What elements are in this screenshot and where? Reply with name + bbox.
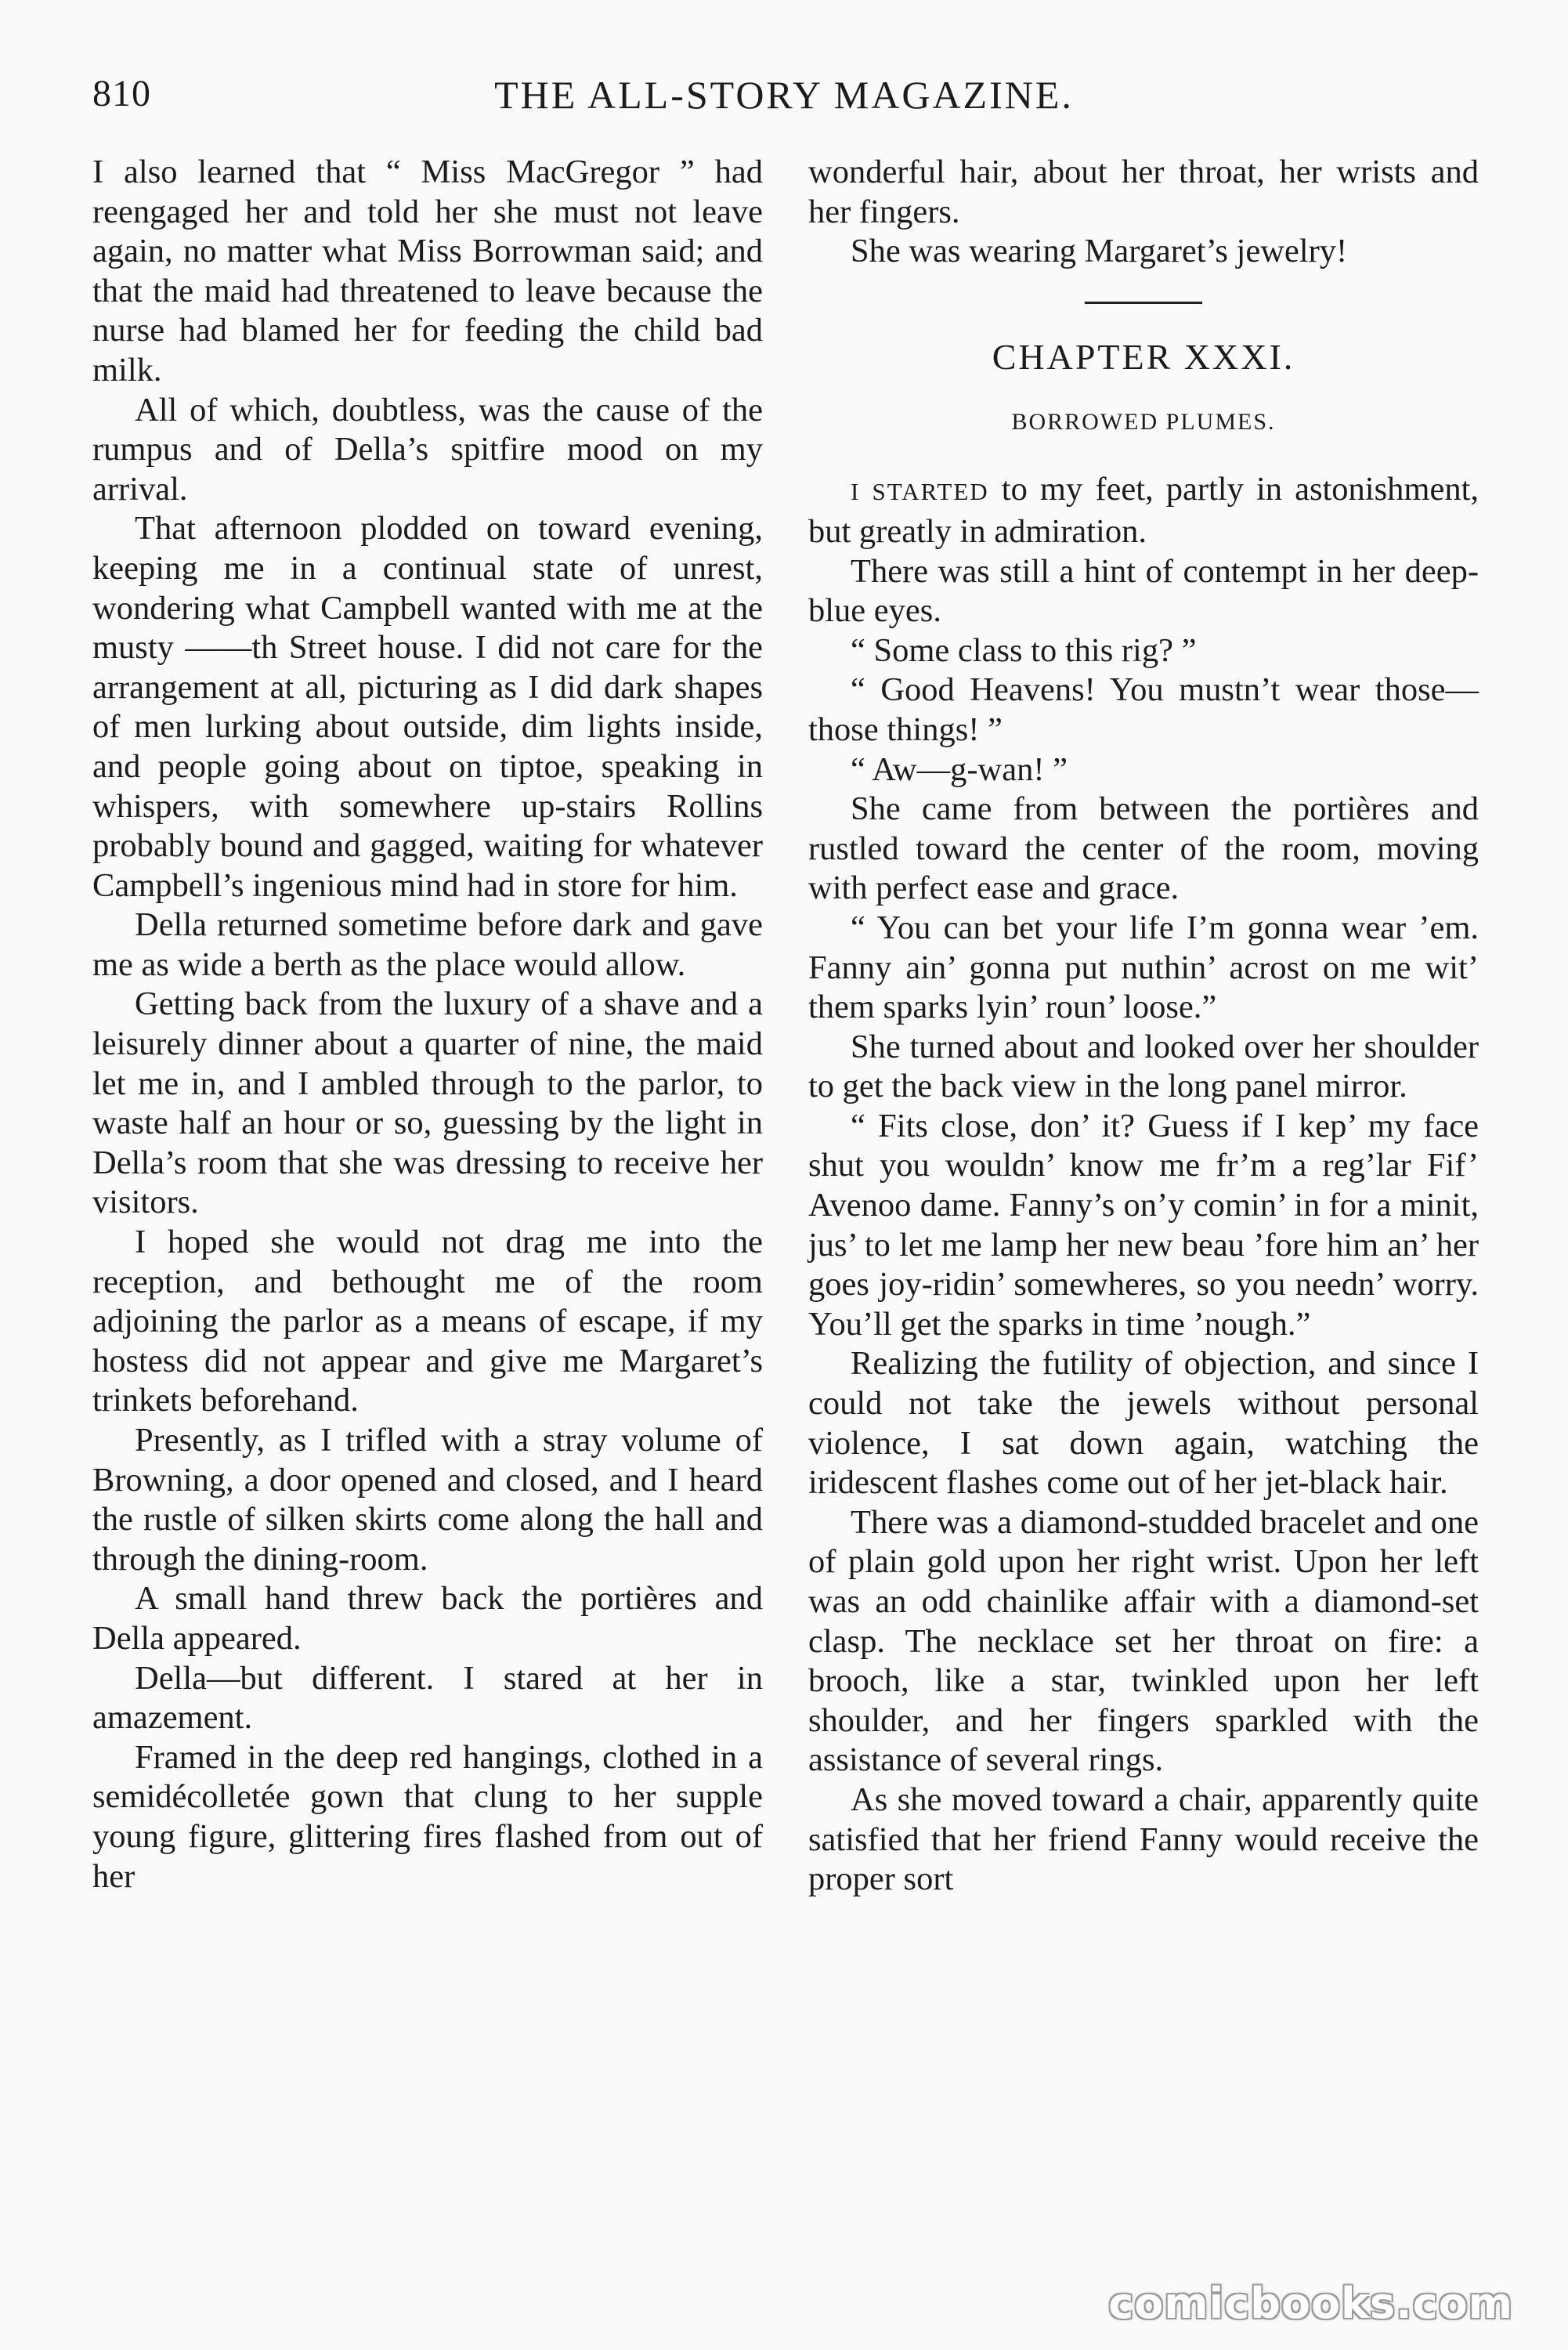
paragraph: Realizing the futility of objection, and since I could not take the jewels without personal violence, I sat down again, watching the iridescent flashes come out of her jet-black hair. [808, 1345, 1479, 1502]
paragraph: There was a diamond-studded bracelet and one of plain gold upon her right wrist. Upon her left was an odd chainlike affair with a diamond-set clasp. The necklace set her throat on fire: a brooch, like a star, twinkled upon her left shoulder, and her fingers sparkled with the assistance of several rings. [808, 1503, 1479, 1779]
paragraph: wonderful hair, about her throat, her wrists and her fingers. [808, 154, 1479, 230]
paragraph: All of which, doubtless, was the cause of the rumpus and of Della’s spitfire mood on my arrival. [92, 391, 763, 508]
paragraph: “ Fits close, don’ it? Guess if I kep’ my face shut you wouldn’ know me fr’m a reg’lar Fif’ Avenoo dame. Fanny’s on’y comin’ in for a minit, jus’ to let me lamp her new beau ’fore him an’ her goes joy-ridin’ somewheres, so you needn’ worry. You’ll get the sparks in time ’nough.” [808, 1107, 1479, 1343]
magazine-title: THE ALL-STORY MAGAZINE. [494, 73, 1074, 117]
lead-word: I STARTED [851, 478, 989, 506]
page-number: 810 [92, 73, 151, 114]
paragraph: That afternoon plodded on toward evening, keeping me in a continual state of unrest, wondering what Campbell wanted with me at the musty ——th Street house. I did not care for the arrangement at all, picturing as I did dark shapes of men lurking about outside, dim lights inside, and people going about on tiptoe, speaking in whispers, with somewhere up-stairs Rollins probably bound and gagged, waiting for whatever Campbell’s ingenious mind had in store for him. [92, 510, 763, 904]
paragraph: “ Some class to this rig? ” [851, 631, 1197, 669]
section-divider [1085, 302, 1202, 304]
paragraph: “ Good Heavens! You mustn’t wear those—those things! ” [808, 671, 1479, 748]
paragraph: Getting back from the luxury of a shave and a leisurely dinner about a quarter of nine, the maid let me in, and I ambled through to the parlor, to waste half an hour or so, guessing by the light in Della’s room that she was dressing to receive her visitors. [92, 985, 763, 1221]
running-head [92, 72, 1476, 127]
left-column [92, 153, 763, 1896]
paragraph: “ You can bet your life I’m gonna wear ’em. Fanny ain’ gonna put nuthin’ acrost on me wit’ them sparks lyin’ roun’ loose.” [808, 909, 1479, 1026]
paragraph: As she moved toward a chair, apparently quite satisfied that her friend Fanny would receive the proper sort [808, 1781, 1479, 1898]
watermark: comicbooks.com [1108, 2279, 1513, 2328]
chapter-title: CHAPTER XXXI. [992, 336, 1295, 377]
paragraph: Della—but different. I stared at her in amazement. [92, 1659, 763, 1737]
right-column [808, 153, 1479, 1900]
paragraph: Framed in the deep red hangings, clothed in a semidécolletée gown that clung to her supple young figure, glittering fires flashed from out of her [92, 1738, 763, 1895]
paragraph: She turned about and looked over her shoulder to get the back view in the long panel mirror. [808, 1028, 1479, 1105]
paragraph: “ Aw—g-wan! ” [851, 750, 1068, 788]
paragraph: I hoped she would not drag me into the reception, and bethought me of the room adjoining the parlor as a means of escape, if my hostess did not appear and give me Margaret’s trinkets beforehand. [92, 1224, 763, 1419]
paragraph: I also learned that “ Miss MacGregor ” had reengaged her and told her she must not leave again, no matter what Miss Borrowman said; and that the maid had threatened to leave because the nurse had blamed her for feeding the child bad milk. [92, 154, 763, 389]
paragraph-text: to my feet, partly in astonishment, but greatly in admiration. [808, 471, 1479, 550]
paragraph: She was wearing Margaret’s jewelry! [851, 233, 1348, 270]
paragraph: A small hand threw back the portières and Della appeared. [92, 1580, 763, 1657]
paragraph: Presently, as I trifled with a stray volume of Browning, a door opened and closed, and I heard the rustle of silken skirts come along the hall and through the dining-room. [92, 1422, 763, 1578]
chapter-subtitle: BORROWED PLUMES. [1011, 408, 1276, 435]
paragraph: There was still a hint of contempt in her deep-blue eyes. [808, 552, 1479, 630]
paragraph: She came from between the portières and rustled toward the center of the room, moving with perfect ease and grace. [808, 790, 1479, 907]
paragraph [808, 470, 1479, 551]
paragraph: Della returned sometime before dark and gave me as wide a berth as the place would allow. [92, 906, 763, 983]
